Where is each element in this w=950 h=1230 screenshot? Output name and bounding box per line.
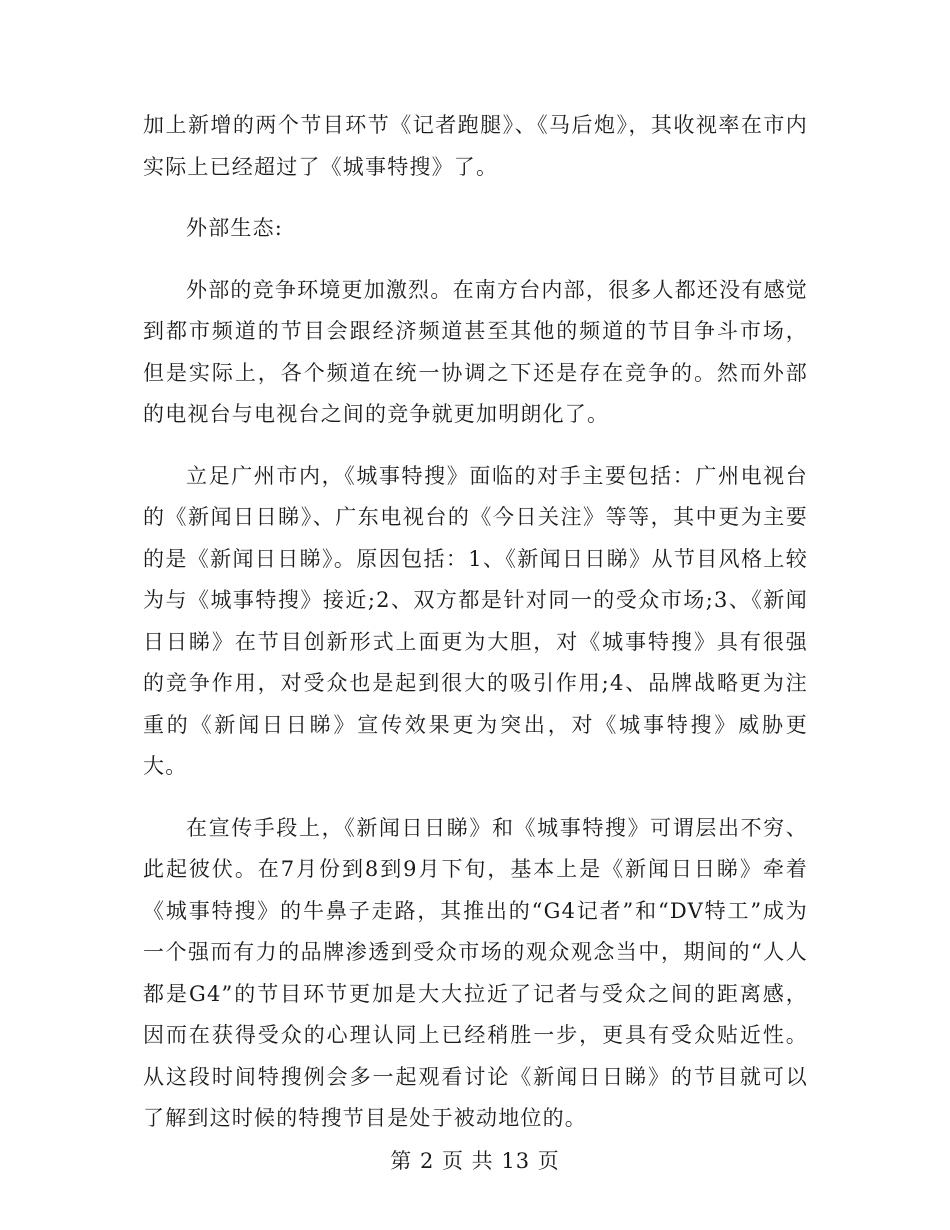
paragraph-competition-environment: 外部的竞争环境更加激烈。在南方台内部，很多人都还没有感觉到都市频道的节目会跟经济频道甚至其他的频道的节目争斗市场，但是实际上，各个频道在统一协调之下还是存在竞争的。然而外部的电视台与电视台之间的竞争就更加明朗化了。: [143, 277, 808, 426]
page-number-footer: 第 2 页 共 13 页: [390, 1149, 560, 1173]
section-heading-external-ecology: 外部生态:: [186, 216, 284, 240]
paragraph-continuation: 加上新增的两个节目环节《记者跑腿》、《马后炮》，其收视率在市内实际上已经超过了《城事特搜》了。: [143, 113, 808, 179]
paragraph-competitors: 立足广州市内，《城事特搜》面临的对手主要包括：广州电视台的《新闻日日睇》、广东电视台的《今日关注》等等，其中更为主要的是《新闻日日睇》。原因包括：1、《新闻日日睇》从节目风格上较为与《城事特搜》接近;2、双方都是针对同一的受众市场;3、《新闻日日睇》在节目创新形式上面更为大胆，对《城事特搜》具有很强的竞争作用，对受众也是起到很大的吸引作用;4、品牌战略更为注重的《新闻日日睇》宣传效果更为突出，对《城事特搜》威胁更大。: [143, 463, 808, 778]
paragraph-promotion-means: 在宣传手段上，《新闻日日睇》和《城事特搜》可谓层出不穷、此起彼伏。在7月份到8到9月下旬，基本上是《新闻日日睇》牵着《城事特搜》的牛鼻子走路，其推出的“G4记者”和“DV特工”成为一个强而有力的品牌渗透到受众市场的观众观念当中，期间的“人人都是G4”的节目环节更加是大大拉近了记者与受众之间的距离感，因而在获得受众的心理认同上已经稍胜一步，更具有受众贴近性。从这段时间特搜例会多一起观看讨论《新闻日日睇》的节目就可以了解到这时候的特搜节目是处于被动地位的。: [143, 815, 808, 1130]
document-body: [143, 105, 808, 1140]
